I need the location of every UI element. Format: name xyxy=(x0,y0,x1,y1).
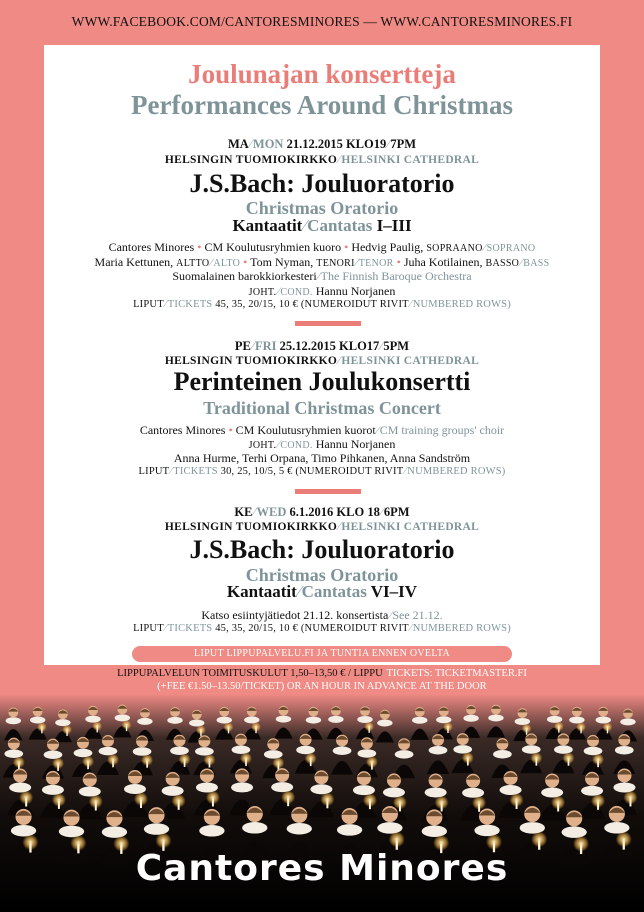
concert2-performers: Cantores Minores • CM Koulutusryhmien kuorot⁄CM training groups' choir xyxy=(139,423,505,437)
concert3-date: KE⁄WED 6.1.2016 KLO 18⁄6PM xyxy=(234,505,410,519)
concert3-see-note: Katso esiintyjätiedot 21.12. konsertista⁄See 21.12. xyxy=(201,608,443,622)
brand-logo-text: Cantores Minores xyxy=(135,848,509,889)
section-divider xyxy=(295,321,361,326)
concert1-conductor: JOHT.⁄COND. Hannu Norjanen xyxy=(248,284,396,298)
concert3-subtitle: Christmas Oratorio xyxy=(245,565,399,585)
concert1-performers-line2: Maria Kettunen, ALTTO⁄ALTO • Tom Nyman, TENORI⁄TENOR • Juha Kotilainen, BASSO⁄BASS xyxy=(94,255,550,269)
concert2-tickets: LIPUT⁄TICKETS 30, 25, 10/5, 5 € (NUMEROIDUT RIVIT⁄NUMBERED ROWS) xyxy=(138,466,506,477)
concert2-title: Perinteinen Joulukonsertti xyxy=(173,367,471,396)
concert1-orchestra: Suomalainen barokkiorkesteri⁄The Finnish Baroque Orchestra xyxy=(172,269,472,283)
heading-finnish: Joulunajan konsertteja xyxy=(188,59,456,89)
concert1-subtitle: Christmas Oratorio xyxy=(245,198,399,218)
concert1-title: J.S.Bach: Jouluoratorio xyxy=(189,169,455,198)
section-divider xyxy=(295,489,361,494)
ticket-fee-line-english: (+FEE €1.50–13.50/TICKET) OR AN HOUR IN ADVANCE AT THE DOOR xyxy=(157,681,487,692)
concert2-subtitle: Traditional Christmas Concert xyxy=(203,398,441,418)
concert1-tickets: LIPUT⁄TICKETS 45, 35, 20/15, 10 € (NUMEROIDUT RIVIT⁄NUMBERED ROWS) xyxy=(133,299,511,310)
concert2-date: PE⁄FRI 25.12.2015 KLO17⁄5PM xyxy=(234,339,410,353)
ticket-fee-line: LIPPUPALVELUN TOIMITUSKULUT 1,50–13,50 € / LIPPU⁄TICKETS: TICKETMASTER.FI xyxy=(117,668,527,679)
concert1-venue: HELSINGIN TUOMIOKIRKKO⁄HELSINKI CATHEDRAL xyxy=(164,154,480,166)
concert3-venue: HELSINGIN TUOMIOKIRKKO⁄HELSINKI CATHEDRAL xyxy=(164,521,480,533)
concert1-cantatas: Kantaatit⁄Cantatas I–III xyxy=(232,216,412,235)
heading-english: Performances Around Christmas xyxy=(131,90,513,120)
concert2-venue: HELSINGIN TUOMIOKIRKKO⁄HELSINKI CATHEDRAL xyxy=(164,355,480,367)
ticket-info-pill: LIPUT LIPPUPALVELU.FI JA TUNTIA ENNEN OVELTA xyxy=(132,646,512,662)
concert2-conductor: JOHT.⁄COND. Hannu Norjanen xyxy=(248,437,396,451)
concert3-title: J.S.Bach: Jouluoratorio xyxy=(189,535,455,564)
program-panel xyxy=(44,45,600,665)
website-url: WWW.FACEBOOK.COM/CANTORESMINORES — WWW.CANTORESMINORES.FI xyxy=(71,14,573,29)
concert1-performers-line1: Cantores Minores • CM Koulutusryhmien kuoro • Hedvig Paulig, SOPRAANO⁄SOPRANO xyxy=(108,240,536,254)
concert3-tickets: LIPUT⁄TICKETS 45, 35, 20/15, 10 € (NUMEROIDUT RIVIT⁄NUMBERED ROWS) xyxy=(133,623,511,634)
concert2-soloists: Anna Hurme, Terhi Orpana, Timo Pihkanen, Anna Sandström xyxy=(173,451,471,465)
concert1-date: MA⁄MON 21.12.2015 KLO19⁄7PM xyxy=(227,137,417,151)
concert3-cantatas: Kantaatit⁄Cantatas VI–IV xyxy=(226,582,418,601)
